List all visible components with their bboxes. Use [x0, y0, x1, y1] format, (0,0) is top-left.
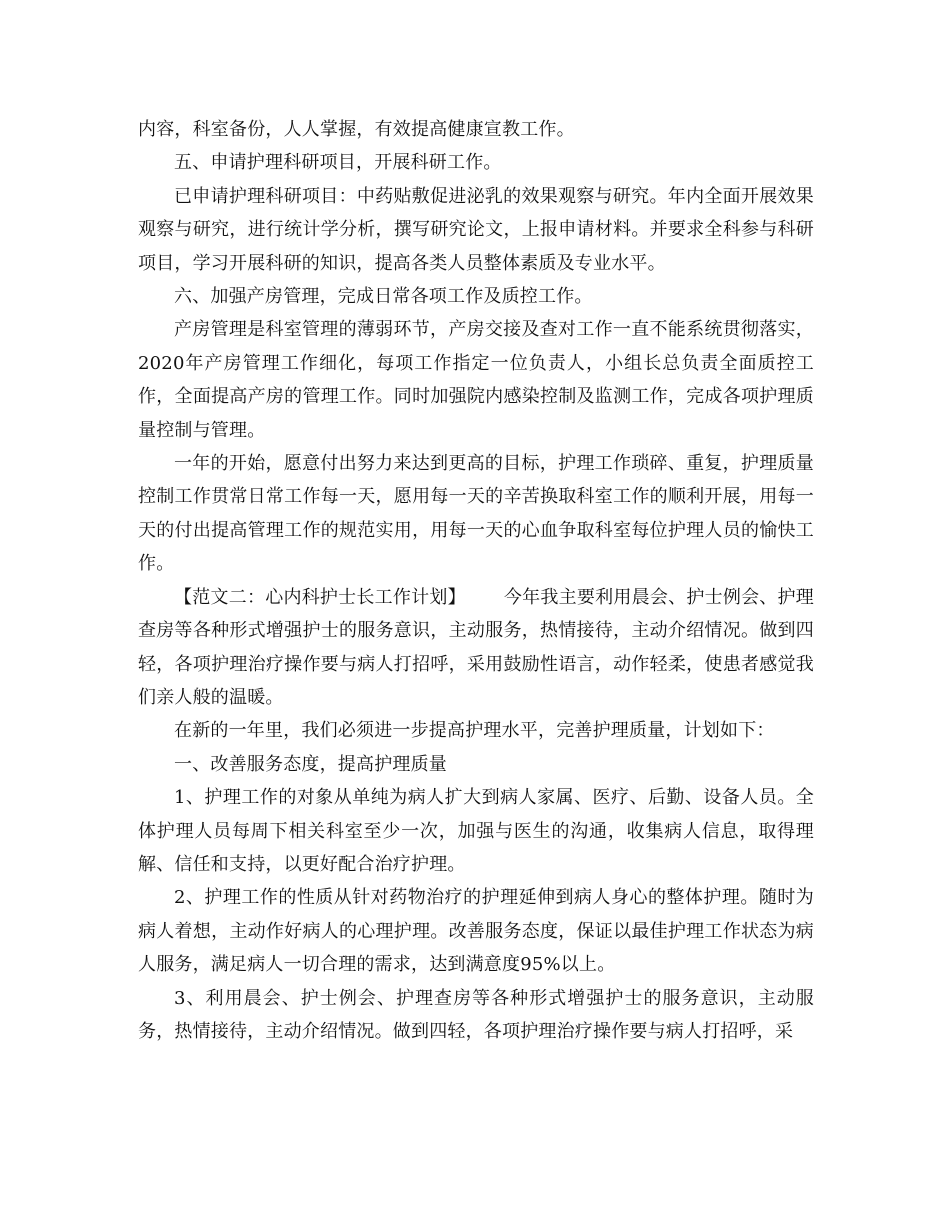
section-heading: 一、改善服务态度，提高护理质量 — [174, 753, 447, 775]
list-item: 2、护理工作的性质从针对药物治疗的护理延伸到病人身心的整体护理。随时为病人着想，主动作好病人的心理护理。改善服务态度，保证以最佳护理工作状态为病人服务，满足病人一切合理的需求，达到满意度95%以上。 — [138, 887, 814, 976]
section-heading: 六、加强产房管理，完成日常各项工作及质控工作。 — [174, 286, 593, 308]
paragraph: 产房管理是科室管理的薄弱环节，产房交接及查对工作一直不能系统贯彻落实，2020年产房管理工作细化，每项工作指定一位负责人，小组长总负责全面质控工作，全面提高产房的管理工作。同时加强院内感染控制及监测工作，完成各项护理质量控制与管理。 — [138, 319, 814, 441]
paragraph: 已申请护理科研项目：中药贴敷促进泌乳的效果观察与研究。年内全面开展效果观察与研究，进行统计学分析，撰写研究论文，上报申请材料。并要求全科参与科研项目，学习开展科研的知识，提高各类人员整体素质及专业水平。 — [138, 185, 814, 274]
list-item: 1、护理工作的对象从单纯为病人扩大到病人家属、医疗、后勤、设备人员。全体护理人员每周下相关科室至少一次，加强与医生的沟通，收集病人信息，取得理解、信任和支持，以更好配合治疗护理。 — [138, 787, 814, 875]
paragraph: 在新的一年里，我们必须进一步提高护理水平，完善护理质量，计划如下： — [174, 720, 775, 742]
sample-heading: 【范文二：心内科护士长工作计划】 — [174, 586, 466, 608]
paragraph: 内容，科室备份，人人掌握，有效提高健康宣教工作。 — [138, 119, 575, 140]
paragraph: 一年的开始，愿意付出努力来达到更高的目标，护理工作琐碎、重复，护理质量控制工作贯常日常工作每一天，愿用每一天的辛苦换取科室工作的顺利开展，用每一天的付出提高管理工作的规范实用，用每一天的心血争取科室每位护理人员的愉快工作。 — [138, 453, 814, 575]
section-heading: 五、申请护理科研项目，开展科研工作。 — [174, 152, 502, 174]
sample-body: 今年我主要利用晨会、护士例会、护理查房等各种形式增强护士的服务意识，主动服务，热情接待，主动介绍情况。做到四轻，各项护理治疗操作要与病人打招呼，采用鼓励性语言，动作轻柔，使患者感觉我们亲人般的温暖。 — [138, 586, 814, 708]
sample-paragraph — [138, 581, 814, 715]
list-item: 3、利用晨会、护士例会、护理查房等各种形式增强护士的服务意识，主动服务，热情接待，主动介绍情况。做到四轻，各项护理治疗操作要与病人打招呼，采 — [138, 987, 814, 1042]
document-body — [138, 113, 814, 1048]
